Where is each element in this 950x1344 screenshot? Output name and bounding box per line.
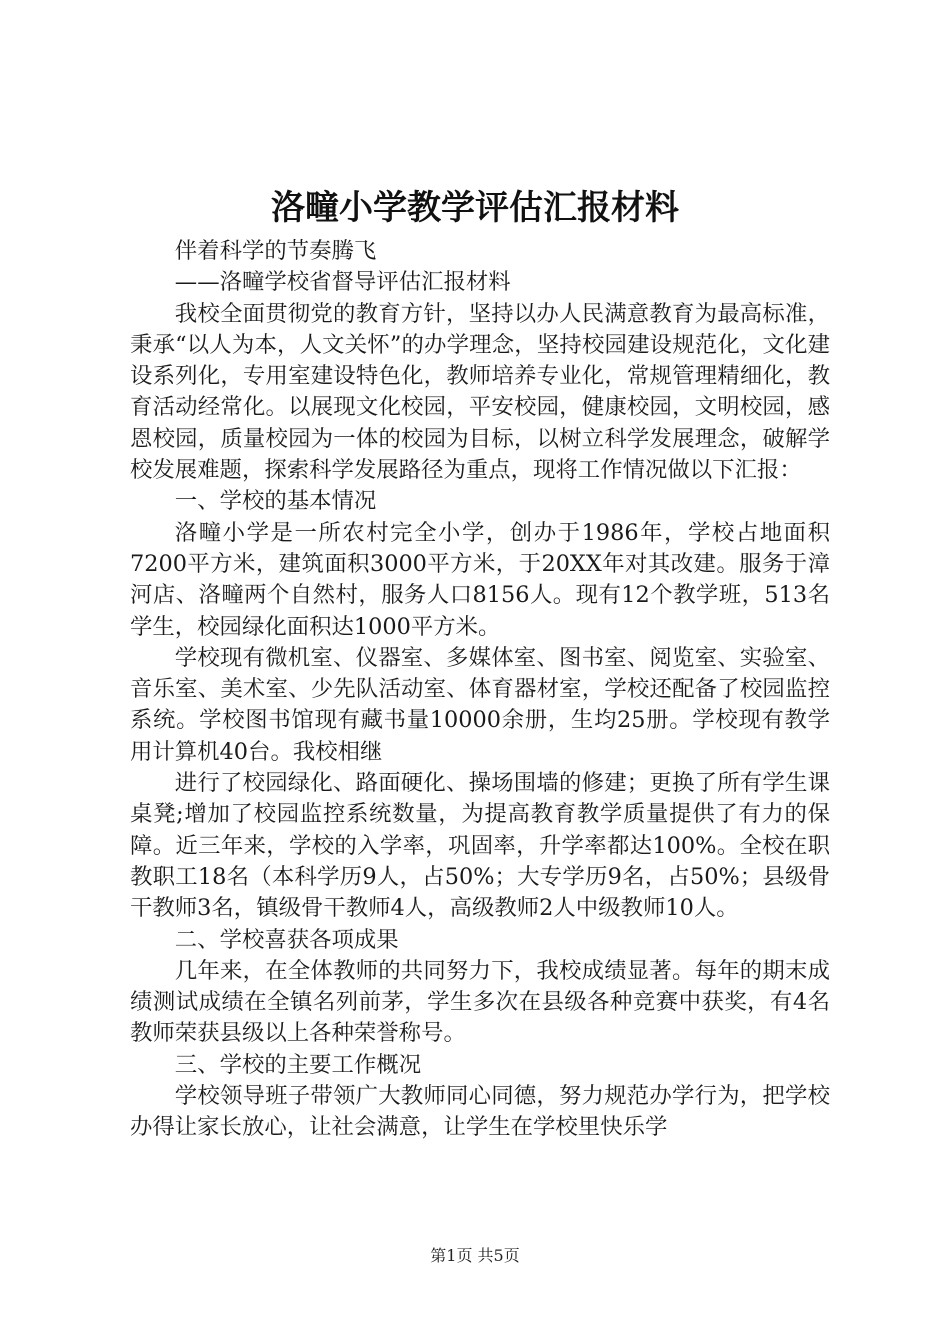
section-heading: 一、学校的基本情况 xyxy=(174,488,377,515)
paragraph: 几年来，在全体教师的共同努力下，我校成绩显著。每年的期末成绩测试成绩在全镇名列前茅，学生多次在县级各种竞赛中获奖，有4名教师荣获县级以上各种荣誉称号。 xyxy=(130,957,830,1047)
document-title: 洛疃小学教学评估汇报材料 xyxy=(271,188,679,228)
page-footer: 第1页 共5页 xyxy=(430,1246,520,1265)
document-body xyxy=(130,236,830,1144)
paragraph: 洛疃小学是一所农村完全小学，创办于1986年，学校占地面积7200平方米，建筑面积3000平方米，于20XX年对其改建。服务于漳河店、洛疃两个自然村，服务人口8156人。现有12个教学班，513名学生，校园绿化面积达1000平方米。 xyxy=(130,519,830,640)
paragraph: 进行了校园绿化、路面硬化、操场围墙的修建；更换了所有学生课桌凳;增加了校园监控系统数量，为提高教育教学质量提供了有力的保障。近三年来，学校的入学率，巩固率，升学率都达100%。全校在职教职工18名（本科学历9人，占50%；大专学历9名，占50%；县级骨干教师3名，镇级骨干教师4人，高级教师2人中级教师10人。 xyxy=(130,770,830,922)
paragraph: 学校现有微机室、仪器室、多媒体室、图书室、阅览室、实验室、音乐室、美术室、少先队活动室、体育器材室，学校还配备了校园监控系统。学校图书馆现有藏书量10000余册，生均25册。学校现有教学用计算机40台。我校相继 xyxy=(130,644,830,765)
section-heading: 三、学校的主要工作概况 xyxy=(174,1051,422,1078)
paragraph: 学校领导班子带领广大教师同心同德，努力规范办学行为，把学校办得让家长放心，让社会满意，让学生在学校里快乐学 xyxy=(130,1083,830,1141)
section-heading: 二、学校喜获各项成果 xyxy=(174,926,399,953)
subtitle-secondary: ——洛疃学校省督导评估汇报材料 xyxy=(174,269,511,296)
paragraph-intro: 我校全面贯彻党的教育方针，坚持以办人民满意教育为最高标准，秉承“以人为本，人文关怀”的办学理念，坚持校园建设规范化，文化建设系列化，专用室建设特色化，教师培养专业化，常规管理精细化，教育活动经常化。以展现文化校园，平安校园，健康校园，文明校园，感恩校园，质量校园为一体的校园为目标，以树立科学发展理念，破解学校发展难题，探索科学发展路径为重点，现将工作情况做以下汇报： xyxy=(130,300,830,484)
subtitle: 伴着科学的节奏腾飞 xyxy=(174,238,377,264)
